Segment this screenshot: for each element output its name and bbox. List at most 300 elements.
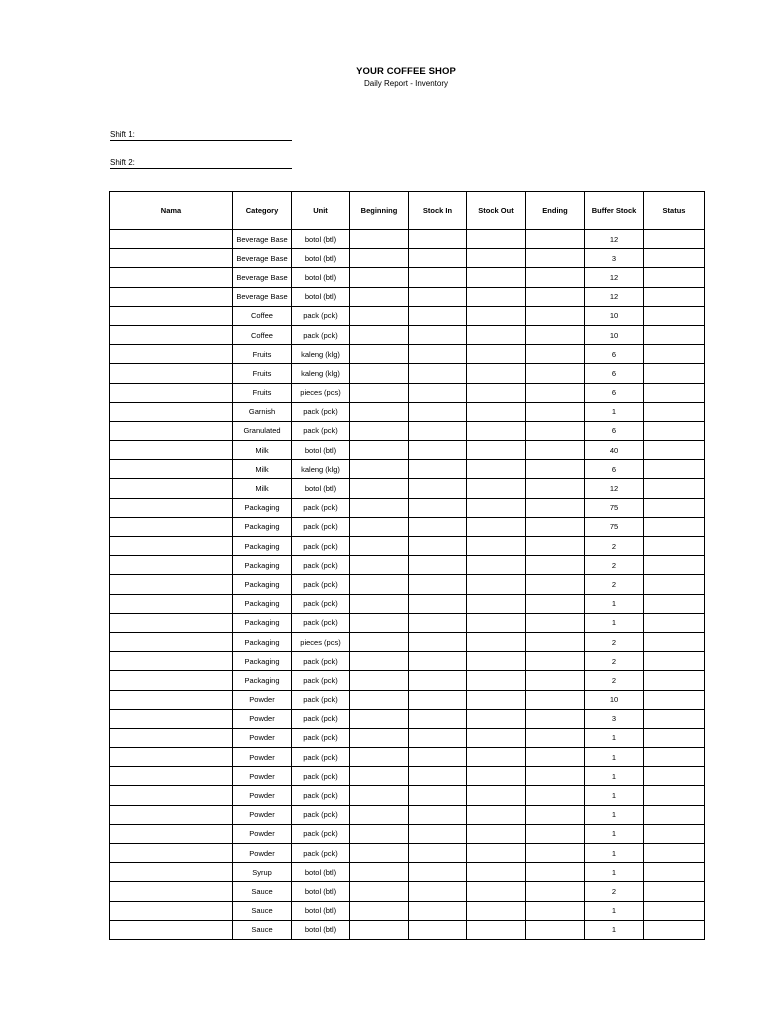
cell-stock-out[interactable]	[467, 824, 526, 843]
cell-ending[interactable]	[526, 345, 585, 364]
shift-1-field[interactable]	[110, 129, 292, 141]
cell-status[interactable]	[644, 345, 705, 364]
cell-status[interactable]	[644, 460, 705, 479]
cell-stock-out[interactable]	[467, 671, 526, 690]
cell-unit: pack (pck)	[292, 575, 350, 594]
cell-stock-in[interactable]	[409, 786, 467, 805]
cell-status[interactable]	[644, 824, 705, 843]
cell-buffer-stock: 1	[585, 863, 644, 882]
cell-stock-out[interactable]	[467, 402, 526, 421]
cell-status[interactable]	[644, 920, 705, 939]
cell-beginning[interactable]	[350, 844, 409, 863]
cell-beginning[interactable]	[350, 767, 409, 786]
cell-category: Powder	[233, 767, 292, 786]
cell-ending[interactable]	[526, 901, 585, 920]
cell-stock-out[interactable]	[467, 748, 526, 767]
table-row	[110, 805, 705, 824]
cell-stock-out[interactable]	[467, 537, 526, 556]
cell-nama[interactable]	[110, 325, 233, 344]
cell-buffer-stock: 40	[585, 441, 644, 460]
cell-stock-out[interactable]	[467, 287, 526, 306]
cell-ending[interactable]	[526, 402, 585, 421]
cell-category: Coffee	[233, 306, 292, 325]
cell-nama[interactable]	[110, 882, 233, 901]
cell-buffer-stock: 1	[585, 844, 644, 863]
cell-nama[interactable]	[110, 767, 233, 786]
cell-buffer-stock: 75	[585, 498, 644, 517]
cell-stock-in[interactable]	[409, 594, 467, 613]
cell-beginning[interactable]	[350, 230, 409, 249]
cell-ending[interactable]	[526, 383, 585, 402]
cell-stock-in[interactable]	[409, 728, 467, 747]
cell-stock-in[interactable]	[409, 517, 467, 536]
cell-buffer-stock: 6	[585, 364, 644, 383]
cell-nama[interactable]	[110, 498, 233, 517]
cell-stock-in[interactable]	[409, 844, 467, 863]
cell-category: Beverage Base	[233, 268, 292, 287]
column-header-nama: Nama	[110, 192, 233, 230]
cell-stock-in[interactable]	[409, 306, 467, 325]
cell-stock-in[interactable]	[409, 230, 467, 249]
cell-beginning[interactable]	[350, 498, 409, 517]
cell-ending[interactable]	[526, 632, 585, 651]
cell-ending[interactable]	[526, 479, 585, 498]
cell-stock-out[interactable]	[467, 517, 526, 536]
cell-ending[interactable]	[526, 230, 585, 249]
cell-beginning[interactable]	[350, 805, 409, 824]
cell-beginning[interactable]	[350, 594, 409, 613]
cell-status[interactable]	[644, 441, 705, 460]
cell-stock-in[interactable]	[409, 325, 467, 344]
cell-ending[interactable]	[526, 728, 585, 747]
cell-stock-out[interactable]	[467, 306, 526, 325]
cell-category: Beverage Base	[233, 230, 292, 249]
cell-ending[interactable]	[526, 575, 585, 594]
shift-2-field[interactable]	[110, 157, 292, 169]
cell-nama[interactable]	[110, 920, 233, 939]
cell-beginning[interactable]	[350, 421, 409, 440]
cell-stock-out[interactable]	[467, 460, 526, 479]
cell-status[interactable]	[644, 671, 705, 690]
cell-status[interactable]	[644, 287, 705, 306]
cell-stock-in[interactable]	[409, 901, 467, 920]
cell-status[interactable]	[644, 786, 705, 805]
table-row	[110, 690, 705, 709]
cell-ending[interactable]	[526, 498, 585, 517]
cell-beginning[interactable]	[350, 479, 409, 498]
table-row	[110, 767, 705, 786]
cell-category: Packaging	[233, 575, 292, 594]
cell-beginning[interactable]	[350, 632, 409, 651]
cell-beginning[interactable]	[350, 863, 409, 882]
cell-stock-in[interactable]	[409, 671, 467, 690]
cell-status[interactable]	[644, 517, 705, 536]
cell-buffer-stock: 10	[585, 306, 644, 325]
cell-stock-out[interactable]	[467, 786, 526, 805]
cell-nama[interactable]	[110, 844, 233, 863]
cell-beginning[interactable]	[350, 652, 409, 671]
cell-stock-out[interactable]	[467, 249, 526, 268]
cell-status[interactable]	[644, 901, 705, 920]
column-header-stock-out: Stock Out	[467, 192, 526, 230]
cell-ending[interactable]	[526, 460, 585, 479]
cell-unit: botol (btl)	[292, 441, 350, 460]
cell-beginning[interactable]	[350, 460, 409, 479]
cell-beginning[interactable]	[350, 441, 409, 460]
cell-beginning[interactable]	[350, 748, 409, 767]
cell-beginning[interactable]	[350, 728, 409, 747]
cell-nama[interactable]	[110, 268, 233, 287]
cell-buffer-stock: 2	[585, 537, 644, 556]
cell-beginning[interactable]	[350, 364, 409, 383]
cell-status[interactable]	[644, 709, 705, 728]
cell-category: Packaging	[233, 556, 292, 575]
cell-stock-in[interactable]	[409, 441, 467, 460]
cell-ending[interactable]	[526, 556, 585, 575]
cell-stock-out[interactable]	[467, 383, 526, 402]
cell-stock-out[interactable]	[467, 441, 526, 460]
column-header-ending: Ending	[526, 192, 585, 230]
cell-status[interactable]	[644, 748, 705, 767]
table-row	[110, 863, 705, 882]
cell-ending[interactable]	[526, 537, 585, 556]
cell-ending[interactable]	[526, 882, 585, 901]
cell-stock-out[interactable]	[467, 498, 526, 517]
cell-beginning[interactable]	[350, 517, 409, 536]
cell-ending[interactable]	[526, 709, 585, 728]
cell-status[interactable]	[644, 268, 705, 287]
cell-status[interactable]	[644, 767, 705, 786]
cell-ending[interactable]	[526, 268, 585, 287]
cell-stock-out[interactable]	[467, 709, 526, 728]
cell-nama[interactable]	[110, 479, 233, 498]
cell-unit: pieces (pcs)	[292, 383, 350, 402]
cell-status[interactable]	[644, 402, 705, 421]
cell-nama[interactable]	[110, 748, 233, 767]
cell-status[interactable]	[644, 249, 705, 268]
cell-stock-out[interactable]	[467, 882, 526, 901]
cell-buffer-stock: 6	[585, 345, 644, 364]
cell-stock-out[interactable]	[467, 632, 526, 651]
cell-stock-out[interactable]	[467, 575, 526, 594]
cell-ending[interactable]	[526, 594, 585, 613]
cell-ending[interactable]	[526, 767, 585, 786]
cell-ending[interactable]	[526, 920, 585, 939]
cell-nama[interactable]	[110, 575, 233, 594]
cell-nama[interactable]	[110, 556, 233, 575]
cell-nama[interactable]	[110, 421, 233, 440]
cell-stock-out[interactable]	[467, 920, 526, 939]
cell-status[interactable]	[644, 652, 705, 671]
cell-nama[interactable]	[110, 383, 233, 402]
cell-unit: botol (btl)	[292, 882, 350, 901]
cell-status[interactable]	[644, 863, 705, 882]
inventory-table	[109, 191, 705, 940]
cell-nama[interactable]	[110, 537, 233, 556]
table-body	[110, 230, 705, 940]
cell-buffer-stock: 2	[585, 556, 644, 575]
cell-unit: kaleng (klg)	[292, 364, 350, 383]
cell-nama[interactable]	[110, 824, 233, 843]
cell-status[interactable]	[644, 556, 705, 575]
cell-category: Milk	[233, 460, 292, 479]
cell-buffer-stock: 12	[585, 287, 644, 306]
cell-stock-out[interactable]	[467, 421, 526, 440]
table-row	[110, 287, 705, 306]
cell-nama[interactable]	[110, 517, 233, 536]
table-row	[110, 786, 705, 805]
cell-ending[interactable]	[526, 441, 585, 460]
cell-unit: pack (pck)	[292, 844, 350, 863]
page-title: YOUR COFFEE SHOP	[356, 66, 456, 77]
cell-stock-out[interactable]	[467, 594, 526, 613]
cell-unit: botol (btl)	[292, 863, 350, 882]
cell-stock-out[interactable]	[467, 652, 526, 671]
cell-ending[interactable]	[526, 287, 585, 306]
table-row	[110, 441, 705, 460]
cell-nama[interactable]	[110, 230, 233, 249]
cell-unit: kaleng (klg)	[292, 345, 350, 364]
cell-stock-in[interactable]	[409, 920, 467, 939]
cell-nama[interactable]	[110, 441, 233, 460]
cell-nama[interactable]	[110, 460, 233, 479]
cell-nama[interactable]	[110, 287, 233, 306]
cell-ending[interactable]	[526, 306, 585, 325]
cell-stock-out[interactable]	[467, 805, 526, 824]
table-row	[110, 479, 705, 498]
cell-buffer-stock: 2	[585, 575, 644, 594]
cell-stock-out[interactable]	[467, 901, 526, 920]
cell-stock-in[interactable]	[409, 652, 467, 671]
cell-stock-in[interactable]	[409, 824, 467, 843]
table-row	[110, 230, 705, 249]
cell-category: Syrup	[233, 863, 292, 882]
cell-nama[interactable]	[110, 709, 233, 728]
cell-beginning[interactable]	[350, 556, 409, 575]
cell-stock-in[interactable]	[409, 537, 467, 556]
cell-unit: pack (pck)	[292, 652, 350, 671]
cell-category: Fruits	[233, 364, 292, 383]
cell-stock-in[interactable]	[409, 249, 467, 268]
cell-nama[interactable]	[110, 364, 233, 383]
cell-unit: botol (btl)	[292, 230, 350, 249]
cell-category: Powder	[233, 709, 292, 728]
cell-stock-out[interactable]	[467, 728, 526, 747]
cell-nama[interactable]	[110, 306, 233, 325]
cell-ending[interactable]	[526, 517, 585, 536]
cell-status[interactable]	[644, 537, 705, 556]
cell-status[interactable]	[644, 306, 705, 325]
cell-stock-in[interactable]	[409, 364, 467, 383]
cell-stock-in[interactable]	[409, 498, 467, 517]
cell-buffer-stock: 1	[585, 805, 644, 824]
cell-beginning[interactable]	[350, 345, 409, 364]
cell-stock-out[interactable]	[467, 863, 526, 882]
cell-beginning[interactable]	[350, 786, 409, 805]
cell-status[interactable]	[644, 805, 705, 824]
cell-stock-in[interactable]	[409, 402, 467, 421]
cell-status[interactable]	[644, 844, 705, 863]
cell-buffer-stock: 1	[585, 728, 644, 747]
cell-stock-in[interactable]	[409, 767, 467, 786]
cell-stock-in[interactable]	[409, 575, 467, 594]
cell-status[interactable]	[644, 421, 705, 440]
cell-stock-in[interactable]	[409, 863, 467, 882]
cell-stock-out[interactable]	[467, 556, 526, 575]
cell-nama[interactable]	[110, 613, 233, 632]
cell-category: Powder	[233, 690, 292, 709]
cell-stock-out[interactable]	[467, 268, 526, 287]
cell-status[interactable]	[644, 383, 705, 402]
cell-stock-out[interactable]	[467, 230, 526, 249]
cell-buffer-stock: 6	[585, 460, 644, 479]
cell-beginning[interactable]	[350, 882, 409, 901]
cell-ending[interactable]	[526, 249, 585, 268]
cell-beginning[interactable]	[350, 575, 409, 594]
cell-category: Packaging	[233, 537, 292, 556]
cell-ending[interactable]	[526, 863, 585, 882]
cell-stock-out[interactable]	[467, 479, 526, 498]
cell-category: Powder	[233, 824, 292, 843]
cell-stock-in[interactable]	[409, 421, 467, 440]
cell-ending[interactable]	[526, 844, 585, 863]
cell-nama[interactable]	[110, 786, 233, 805]
cell-nama[interactable]	[110, 671, 233, 690]
cell-nama[interactable]	[110, 863, 233, 882]
cell-stock-in[interactable]	[409, 613, 467, 632]
cell-stock-in[interactable]	[409, 479, 467, 498]
cell-status[interactable]	[644, 479, 705, 498]
cell-status[interactable]	[644, 325, 705, 344]
cell-beginning[interactable]	[350, 920, 409, 939]
cell-stock-out[interactable]	[467, 325, 526, 344]
cell-beginning[interactable]	[350, 306, 409, 325]
cell-unit: pack (pck)	[292, 709, 350, 728]
cell-ending[interactable]	[526, 805, 585, 824]
cell-status[interactable]	[644, 728, 705, 747]
cell-nama[interactable]	[110, 805, 233, 824]
cell-category: Packaging	[233, 652, 292, 671]
cell-buffer-stock: 1	[585, 920, 644, 939]
cell-beginning[interactable]	[350, 613, 409, 632]
cell-nama[interactable]	[110, 728, 233, 747]
cell-stock-in[interactable]	[409, 556, 467, 575]
cell-status[interactable]	[644, 575, 705, 594]
cell-stock-in[interactable]	[409, 383, 467, 402]
cell-beginning[interactable]	[350, 249, 409, 268]
cell-ending[interactable]	[526, 613, 585, 632]
cell-stock-out[interactable]	[467, 844, 526, 863]
cell-stock-in[interactable]	[409, 268, 467, 287]
table-row	[110, 920, 705, 939]
cell-beginning[interactable]	[350, 287, 409, 306]
cell-beginning[interactable]	[350, 901, 409, 920]
cell-stock-out[interactable]	[467, 613, 526, 632]
cell-stock-in[interactable]	[409, 748, 467, 767]
cell-ending[interactable]	[526, 652, 585, 671]
table-row	[110, 844, 705, 863]
cell-beginning[interactable]	[350, 402, 409, 421]
cell-beginning[interactable]	[350, 709, 409, 728]
cell-ending[interactable]	[526, 364, 585, 383]
cell-beginning[interactable]	[350, 325, 409, 344]
cell-category: Coffee	[233, 325, 292, 344]
cell-ending[interactable]	[526, 325, 585, 344]
table-row	[110, 325, 705, 344]
cell-nama[interactable]	[110, 402, 233, 421]
cell-stock-in[interactable]	[409, 287, 467, 306]
cell-status[interactable]	[644, 594, 705, 613]
cell-buffer-stock: 10	[585, 690, 644, 709]
cell-stock-out[interactable]	[467, 690, 526, 709]
cell-buffer-stock: 2	[585, 671, 644, 690]
cell-nama[interactable]	[110, 690, 233, 709]
cell-ending[interactable]	[526, 748, 585, 767]
cell-status[interactable]	[644, 882, 705, 901]
cell-nama[interactable]	[110, 249, 233, 268]
cell-stock-out[interactable]	[467, 364, 526, 383]
cell-stock-out[interactable]	[467, 345, 526, 364]
cell-ending[interactable]	[526, 690, 585, 709]
table-row	[110, 671, 705, 690]
cell-nama[interactable]	[110, 345, 233, 364]
cell-status[interactable]	[644, 230, 705, 249]
cell-status[interactable]	[644, 690, 705, 709]
cell-beginning[interactable]	[350, 268, 409, 287]
cell-status[interactable]	[644, 613, 705, 632]
table-header-row	[110, 192, 705, 230]
cell-nama[interactable]	[110, 632, 233, 651]
cell-beginning[interactable]	[350, 824, 409, 843]
cell-category: Milk	[233, 479, 292, 498]
cell-beginning[interactable]	[350, 537, 409, 556]
cell-stock-in[interactable]	[409, 805, 467, 824]
cell-status[interactable]	[644, 364, 705, 383]
cell-category: Sauce	[233, 901, 292, 920]
table-row	[110, 517, 705, 536]
cell-stock-in[interactable]	[409, 690, 467, 709]
cell-beginning[interactable]	[350, 671, 409, 690]
cell-buffer-stock: 1	[585, 901, 644, 920]
table-row	[110, 613, 705, 632]
cell-unit: pack (pck)	[292, 517, 350, 536]
cell-nama[interactable]	[110, 901, 233, 920]
cell-ending[interactable]	[526, 671, 585, 690]
cell-stock-in[interactable]	[409, 632, 467, 651]
table-row	[110, 652, 705, 671]
cell-beginning[interactable]	[350, 690, 409, 709]
cell-stock-in[interactable]	[409, 345, 467, 364]
cell-ending[interactable]	[526, 786, 585, 805]
cell-stock-out[interactable]	[467, 767, 526, 786]
table-row	[110, 383, 705, 402]
cell-unit: pack (pck)	[292, 748, 350, 767]
cell-unit: kaleng (klg)	[292, 460, 350, 479]
cell-stock-in[interactable]	[409, 882, 467, 901]
cell-category: Packaging	[233, 632, 292, 651]
cell-beginning[interactable]	[350, 383, 409, 402]
cell-stock-in[interactable]	[409, 709, 467, 728]
cell-status[interactable]	[644, 498, 705, 517]
cell-status[interactable]	[644, 632, 705, 651]
cell-nama[interactable]	[110, 652, 233, 671]
cell-category: Powder	[233, 748, 292, 767]
cell-stock-in[interactable]	[409, 460, 467, 479]
cell-nama[interactable]	[110, 594, 233, 613]
cell-ending[interactable]	[526, 824, 585, 843]
table-row	[110, 402, 705, 421]
cell-ending[interactable]	[526, 421, 585, 440]
